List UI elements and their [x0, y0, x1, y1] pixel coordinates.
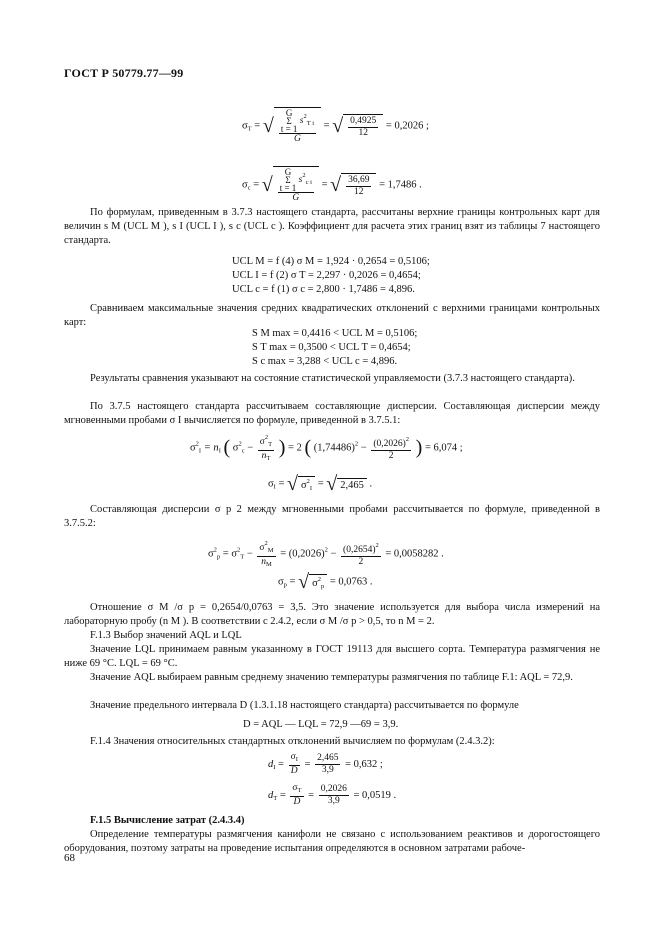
- equation-sigma-c: $\sigma_c$ = √ G Σ t = 1 $s^2_{c i}$ G = √ $\frac{36,69}{12}$ = 1,7486 .: [242, 167, 422, 203]
- ucl-line-i: UCL I = f (2) σ T = 2,297 · 0,2026 = 0,4654;: [232, 270, 421, 281]
- heading-f13: F.1.3 Выбор значений AQL и LQL: [90, 630, 242, 641]
- equation-d-t: $d_T$ = $\frac{\sigma_T}{D}$ = $\frac{0,2026}{3,9}$ = 0,0519 .: [268, 783, 397, 807]
- compare-line-t: S T max = 0,3500 < UCL T = 0,4654;: [252, 342, 411, 353]
- equation-sigma-t: $\sigma_T$ = √ G Σ t = 1 $s^2_{T i}$ G = √ $\frac{0,4925}{12}$ = 0,2026 ;: [242, 108, 429, 144]
- equation-sigma-p: $\sigma_p$ = √ $\sigma^2_p = 0,0763$ .: [278, 571, 373, 593]
- page-number: 68: [64, 852, 75, 864]
- compare-line-m: S M max = 0,4416 < UCL M = 0,5106;: [252, 328, 418, 339]
- paragraph-variance-components: По 3.7.5 настоящего стандарта рассчитываем составляющие дисперсии. Составляющая дисперсии между мгновенными пробами σ I вычисляется по формуле, приведенной в 3.7.5.1:: [64, 401, 600, 426]
- equation-sigma-i-squared: $\sigma^2_I = n_I$ ( $\sigma^2_c$ − $\frac{\sigma^2_T}{n_T}$ ) = 2 ( $(1,74486)^2$ − $\frac{(0,2026)^2}{2}$ ) = 6,074 ;: [190, 434, 463, 462]
- paragraph-costs: Определение температуры размягчения канифоли не связано с использованием реактивов и дорогостоящего оборудования, поэтому затраты на проведение испытания определяются в основном затратами рабоче-: [64, 829, 600, 854]
- equation-sigma-i: $\sigma_I$ = √ $\sigma^2_I$ = √ 2,465 .: [268, 473, 373, 495]
- paragraph-lql: Значение LQL принимаем равным указанному в ГОСТ 19113 для высшего сорта. Температура размягчения не ниже 69 °С. LQL = 69 °С.: [64, 644, 600, 669]
- ucl-line-c: UCL c = f (1) σ c = 2,800 · 1,7486 = 4,896.: [232, 284, 415, 295]
- heading-f14: F.1.4 Значения относительных стандартных отклонений вычисляем по формулам (2.4.3.2):: [90, 736, 495, 747]
- paragraph-results: Результаты сравнения указывают на состояние статистической управляемости (3.7.3 настоящего стандарта).: [90, 373, 575, 384]
- paragraph-aql: Значение AQL выбираем равным среднему значению температуры размягчения по таблице F.1: AQL = 72,9.: [90, 672, 573, 683]
- equation-sigma-p-squared: $\sigma^2_p = \sigma^2_T$ − $\frac{\sigma^2_M}{n_M}$ = $(0,2026)^2$ − $\frac{(0,2654)^2}{2}$ = 0,0058282 .: [208, 540, 444, 568]
- paragraph-ratio: Отношение σ M /σ p = 0,2654/0,0763 = 3,5. Это значение используется для выбора числа измерений на лабораторную пробу (n M ). В соответствии с 2.4.2, если σ M /σ p > 0,5, то n M = 2.: [64, 602, 600, 627]
- equation-d: D = AQL — LQL = 72,9 —69 = 3,9.: [243, 719, 399, 730]
- paragraph-sigma-p: Составляющая дисперсии σ p 2 между мгновенными пробами рассчитывается по формуле, приведенной в 3.7.5.2:: [64, 504, 600, 529]
- heading-f15: F.1.5 Вычисление затрат (2.4.3.4): [90, 815, 245, 826]
- equation-d-i: $d_I$ = $\frac{\sigma_I}{D}$ = $\frac{2,465}{3,9}$ = 0,632 ;: [268, 752, 383, 776]
- paragraph-compare-intro: Сравниваем максимальные значения средних квадратических отклонений с верхними границами контрольных карт:: [64, 303, 600, 328]
- ucl-line-m: UCL M = f (4) σ M = 1,924 · 0,2654 = 0,5106;: [232, 256, 430, 267]
- compare-line-c: S c max = 3,288 < UCL c = 4,896.: [252, 356, 398, 367]
- paragraph-interval: Значение предельного интервала D (1.3.1.18 настоящего стандарта) рассчитывается по формуле: [90, 700, 519, 711]
- page-header: ГОСТ Р 50779.77—99: [64, 66, 184, 80]
- paragraph-ucl-intro: По формулам, приведенным в 3.7.3 настоящего стандарта, рассчитаны верхние границы контрольных карт для величин s M (UCL M ), s I (UCL I ), s c (UCL c ). Коэффициент для расчета этих границ взят из таблицы 7 настоящего стандарта.: [64, 207, 600, 246]
